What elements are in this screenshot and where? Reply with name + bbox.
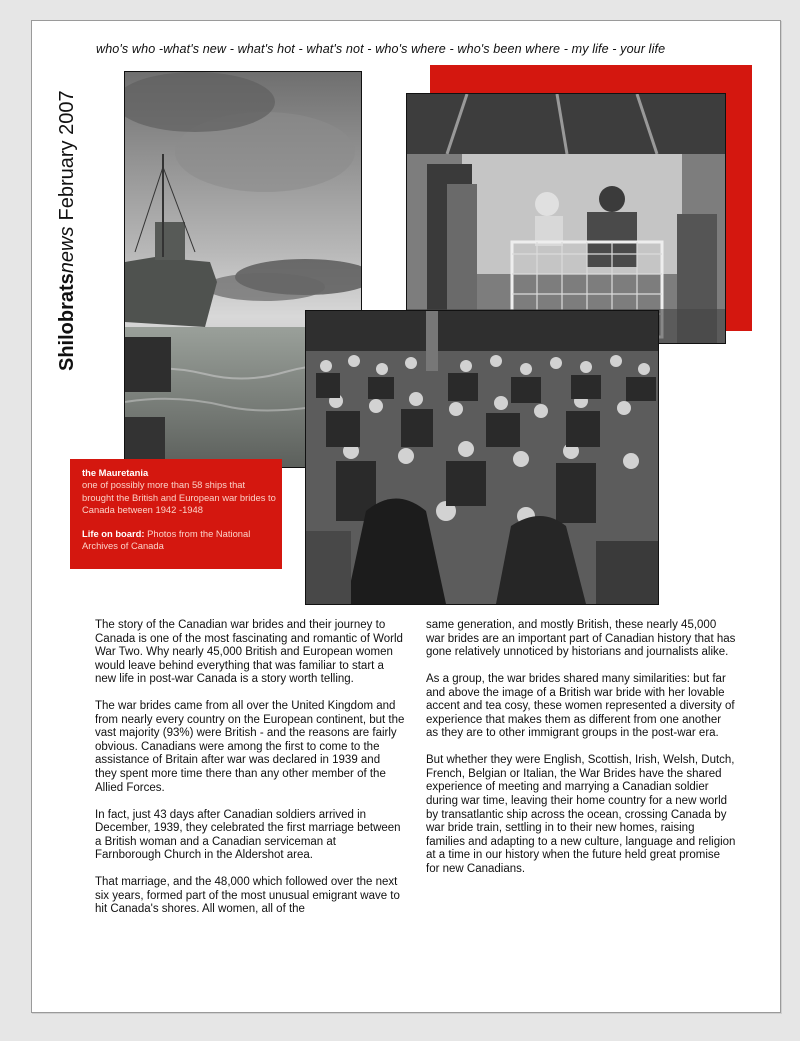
nursery-photo	[406, 93, 726, 344]
masthead-date: February 2007	[56, 90, 78, 221]
photo-caption	[70, 459, 282, 569]
article-paragraph: The war brides came from all over the United Kingdom and from nearly every country on the European continent, but the vast majority (93%) were British - and the reasons are fairly obvious. Canadians were among the first to come to the assistance of Britain after war was declared in 1939 and they spent more time there than any other member of the Allied Forces.	[95, 700, 405, 794]
masthead-brand: Shilobrats	[56, 273, 78, 371]
caption-credit	[82, 528, 276, 553]
tagline: who's who -what's new - what's hot - what's not - who's where - who's been where - my life - your life	[96, 42, 666, 56]
article-paragraph: As a group, the war brides shared many similarities: but far and above the image of a British war bride with her lovable accent and tea cosy, these women represented a diversity of experience that makes them as different from one another as they are to other immigrant groups in the post-war era.	[426, 673, 735, 740]
caption-credit-text: Photos from the National Archives of Canada	[82, 528, 251, 552]
caption-credit-label: Life on board:	[82, 528, 145, 540]
article-paragraph: same generation, and mostly British, these nearly 45,000 war brides are an important part of Canadian history that has gone relatively unnoticed by historians and journalists alike.	[426, 619, 736, 659]
caption-text: one of possibly more than 58 ships that brought the British and European war brides to Canada between 1942 -1948	[82, 479, 276, 515]
masthead-section: news	[56, 226, 78, 274]
article-left-column	[95, 619, 405, 930]
article-right-column	[426, 619, 736, 890]
article-paragraph: But whether they were English, Scottish, Irish, Welsh, Dutch, French, Belgian or Italian, the War Brides have the shared experience of meeting and marrying a Canadian soldier during war time, leaving their home country for a new world by transatlantic ship across the ocean, crossing Canada by war bride train, settling in to their new homes, raising families and adapting to a new culture, language and religion at a time in our history when the future held great promise for new Canadians.	[426, 754, 736, 875]
article-paragraph: That marriage, and the 48,000 which followed over the next six years, formed part of the most unusual emigrant wave to hit Canada's shores. All women, all of the	[95, 876, 400, 916]
caption-title: the Mauretania	[82, 467, 149, 478]
article-paragraph: The story of the Canadian war brides and their journey to Canada is one of the most fascinating and romantic of World War Two. Why nearly 45,000 British and European women would leave behind everything that was familiar to start a new life in post-war Canada is a story worth telling.	[95, 619, 403, 686]
crowd-photo	[305, 310, 659, 605]
masthead	[56, 90, 79, 371]
newsletter-page	[31, 20, 781, 1013]
article-paragraph: In fact, just 43 days after Canadian soldiers arrived in December, 1939, they celebrated the first marriage between a British woman and a Canadian serviceman at Farnborough Church in the Aldershot area.	[95, 808, 401, 862]
